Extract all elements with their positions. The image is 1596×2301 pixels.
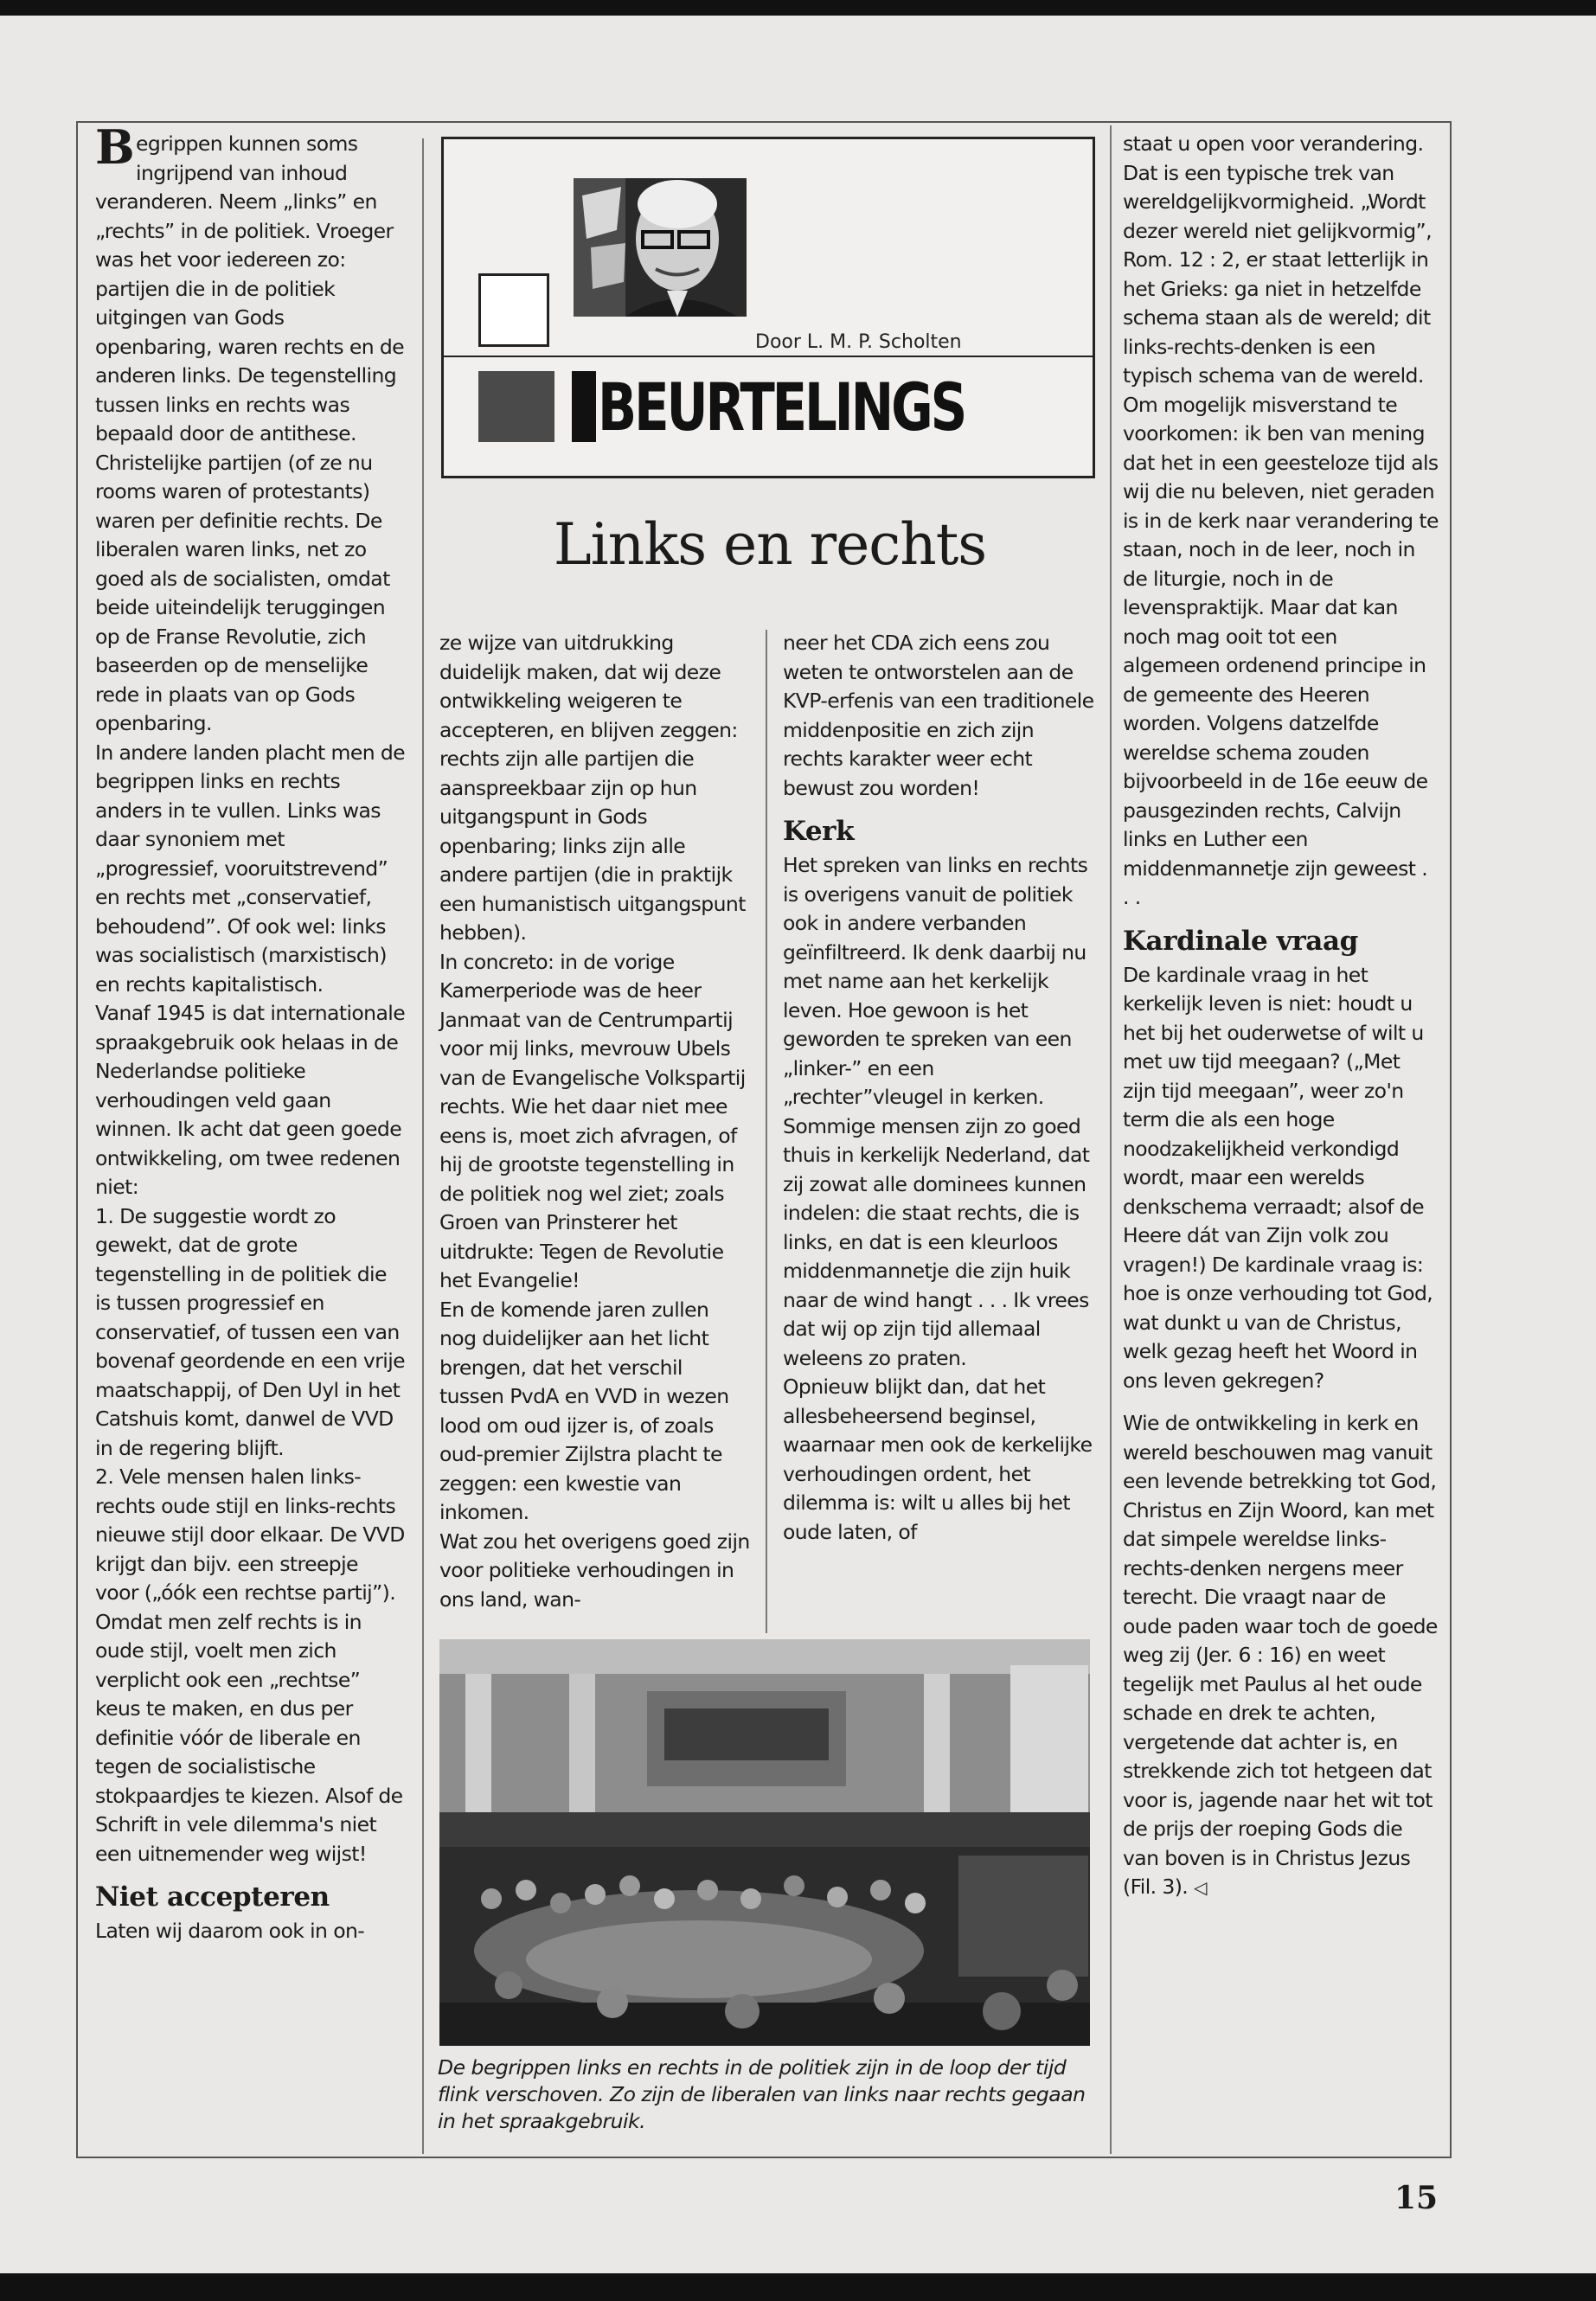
column-divider: [422, 138, 424, 2154]
column-2: [439, 629, 751, 1614]
paragraph-text: egrippen kunnen soms ingrijpend van inhoud veranderen. Neem „links” en „rechts” in de politiek. Vroeger was het voor iedereen zo: partijen die in de politiek uitgingen van Gods openbaring, waren rechts en de anderen links. De tegenstelling tussen links en rechts was bepaald door de antithese. Christelijke partijen (of ze nu rooms waren of protestants) waren per definitie rechts. De liberalen waren links, net zo goed als de socialisten, omdat beide uiteindelijk teruggingen op de Franse Revolutie, zich baseerden op de menselijke rede in plaats van op Gods openbaring.: [95, 131, 405, 735]
paragraph: Het spreken van links en rechts is overigens vanuit de politiek ook in andere verbanden geïnfiltreerd. Ik denk daarbij nu met name aan het kerkelijk leven. Hoe gewoon is het geworden te spreken van een „linker-” en een „rechter”vleugel in kerken. Sommige mensen zijn zo goed thuis in kerkelijk Nederland, dat zij zowat alle dominees kunnen indelen: die staat rechts, die is links, en dat is een kleurloos middenmannetje die zijn huik naar de wind hangt . . . Ik vrees dat wij op zijn tijd allemaal weleens zo praten.: [783, 853, 1090, 1370]
paragraph: staat u open voor verandering.: [1123, 131, 1424, 156]
subheading-kardinale-vraag: Kardinale vraag: [1123, 925, 1358, 957]
author-portrait-photo: [574, 178, 747, 317]
column-divider: [1110, 125, 1112, 2154]
paragraph: In concreto: in de vorige Kamerperiode was de heer Janmaat van de Centrumpartij voor mij links, mevrouw Ubels van de Evangelische Volkspartij rechts. Wie het daar niet mee eens is, moet zich afvragen, of hij de grootste tegenstelling in de politiek nog wel ziet; zoals Groen van Prinsterer het uitdrukte: Tegen de Revolutie het Evangelie!: [439, 949, 746, 1292]
paragraph: Wat zou het overigens goed zijn voor politieke verhoudingen in ons land, wan-: [439, 1529, 750, 1612]
column-3: [783, 629, 1094, 1547]
decorative-square: [478, 273, 549, 347]
end-of-article-icon: ◁: [1194, 1877, 1207, 1898]
article-title: Links en rechts: [553, 511, 987, 578]
paragraph: 2. Vele mensen halen links-rechts oude stijl en links-rechts nieuwe stijl door elkaar. De VVD krijgt dan bijv. een streepje voor („óók een rechtse partij”). Omdat men zelf rechts is in oude stijl, voelt men zich verplicht ook een „rechtse” keus te maken, en dus per definitie vóór de liberale en tegen de socialistische stokpaardjes te kiezen. Alsof de Schrift in vele dilemma's niet een uitnemender weg wijst!: [95, 1465, 405, 1866]
paragraph: Dat is een typische trek van wereldgelijkvormigheid. „Wordt dezer wereld niet gelijkvormig”, Rom. 12 : 2, er staat letterlijk in het Grieks: ga niet in hetzelfde schema staan als de wereld; dit links-rechts-denken is een typisch schema van de wereld.: [1123, 160, 1432, 388]
column-4: [1123, 130, 1439, 1903]
column-divider: [766, 630, 767, 1633]
bottom-scan-border: [0, 2273, 1596, 2301]
paragraph: Vanaf 1945 is dat internationale spraakgebruik ook helaas in de Nederlandse politieke verhoudingen veld gaan winnen. Ik acht dat geen goede ontwikkeling, om twee redenen niet:: [95, 1001, 406, 1199]
paragraph: De kardinale vraag in het kerkelijk leven is niet: houdt u het bij het ouderwetse of wilt u met uw tijd meegaan? („Met zijn tijd meegaan”, weer zo'n term die als een hoge noodzakelijkheid verkondigd wordt, maar een werelds denkschema verraadt; alsof de Heere dát van Zijn volk zou vragen!) De kardinale vraag is: hoe is onze verhouding tot God, wat dunkt u van de Christus, welk gezag heeft het Woord in ons leven gekregen?: [1123, 962, 1433, 1393]
photo-caption: De begrippen links en rechts in de politiek zijn in de loop der tijd flink verschoven. Zo zijn de liberalen van links naar rechts gegaan in het spraakgebruik.: [438, 2055, 1086, 2133]
parliament-photo: [439, 1639, 1090, 2046]
drop-cap: B: [95, 119, 135, 175]
subheading-kerk: Kerk: [783, 816, 855, 847]
page-number: 15: [1394, 2180, 1439, 2216]
paragraph: neer het CDA zich eens zou weten te ontworstelen aan de KVP-erfenis van een traditionele middenpositie en zich zijn rechts karakter weer echt bewust zou worden!: [783, 631, 1094, 800]
paragraph: 1. De suggestie wordt zo gewekt, dat de grote tegenstelling in de politiek die is tussen progressief en conservatief, of tussen een van bovenaf geordende en een vrije maatschappij, of Den Uyl in het Catshuis komt, danwel de VVD in de regering blijft.: [95, 1203, 406, 1460]
top-scan-border: [0, 0, 1596, 16]
paragraph: Laten wij daarom ook in on-: [95, 1919, 365, 1943]
paragraph: [95, 119, 407, 739]
paragraph: ze wijze van uitdrukking duidelijk maken, dat wij deze ontwikkeling weigeren te accepteren, en blijven zeggen: rechts zijn alle partijen die aanspreekbaar zijn op hun uitgangspunt in Gods openbaring; links zijn alle andere partijen (die in praktijk een humanistisch uitgangspunt hebben).: [439, 631, 746, 945]
column-1: [95, 119, 407, 1946]
subheading-niet-accepteren: Niet accepteren: [95, 1881, 330, 1913]
paragraph: Opnieuw blijkt dan, dat het allesbeheersend beginsel, waarnaar men ook de kerkelijke verhoudingen ordent, het dilemma is: wilt u alles bij het oude laten, of: [783, 1375, 1093, 1544]
paragraph: [1123, 1409, 1439, 1903]
decorative-block: [572, 371, 596, 442]
author-byline: Door L. M. P. Scholten: [755, 331, 962, 353]
decorative-block: [478, 371, 554, 442]
column-header-box: [441, 137, 1095, 478]
header-divider: [444, 356, 1093, 357]
paragraph: En de komende jaren zullen nog duidelijker aan het licht brengen, dat het verschil tussen PvdA en VVD in wezen lood om oud ijzer is, of zoals oud-premier Zijlstra placht te zeggen: een kwestie van inkomen.: [439, 1297, 729, 1524]
paragraph: Om mogelijk misverstand te voorkomen: ik ben van mening dat het in een geesteloze tijd als wij die nu beleven, niet geraden is in de kerk naar verandering te staan, noch in de leer, noch in de liturgie, noch in de levenspraktijk. Maar dat kan noch mag ooit tot een algemeen ordenend principe in de gemeente des Heeren worden. Volgens datzelfde wereldse schema zouden bijvoorbeeld in de 16e eeuw de pausgezinden rechts, Calvijn links en Luther een middenmannetje zijn geweest . . .: [1123, 392, 1439, 909]
series-title: BEURTELINGS: [598, 369, 965, 445]
paragraph-text: Wie de ontwikkeling in kerk en wereld beschouwen mag vanuit een levende betrekking tot God, Christus en Zijn Woord, kan met dat simpele wereldse links-rechts-denken nergens meer terecht. Die vraagt naar de oude paden waar toch de goede weg zij (Jer. 6 : 16) en weet tegelijk met Paulus al het oude schade en drek te achten, vergetende dat achter is, en strekkende zich tot hetgeen dat voor is, jagende naar het wit tot de prijs der roeping Gods die van boven is in Christus Jezus (Fil. 3).: [1123, 1411, 1438, 1899]
paragraph: In andere landen placht men de begrippen links en rechts anders in te vullen. Links was daar synoniem met „progressief, vooruitstrevend” en rechts met „conservatief, behoudend”. Of ook wel: links was socialistisch (marxistisch) en rechts kapitalistisch.: [95, 740, 406, 997]
